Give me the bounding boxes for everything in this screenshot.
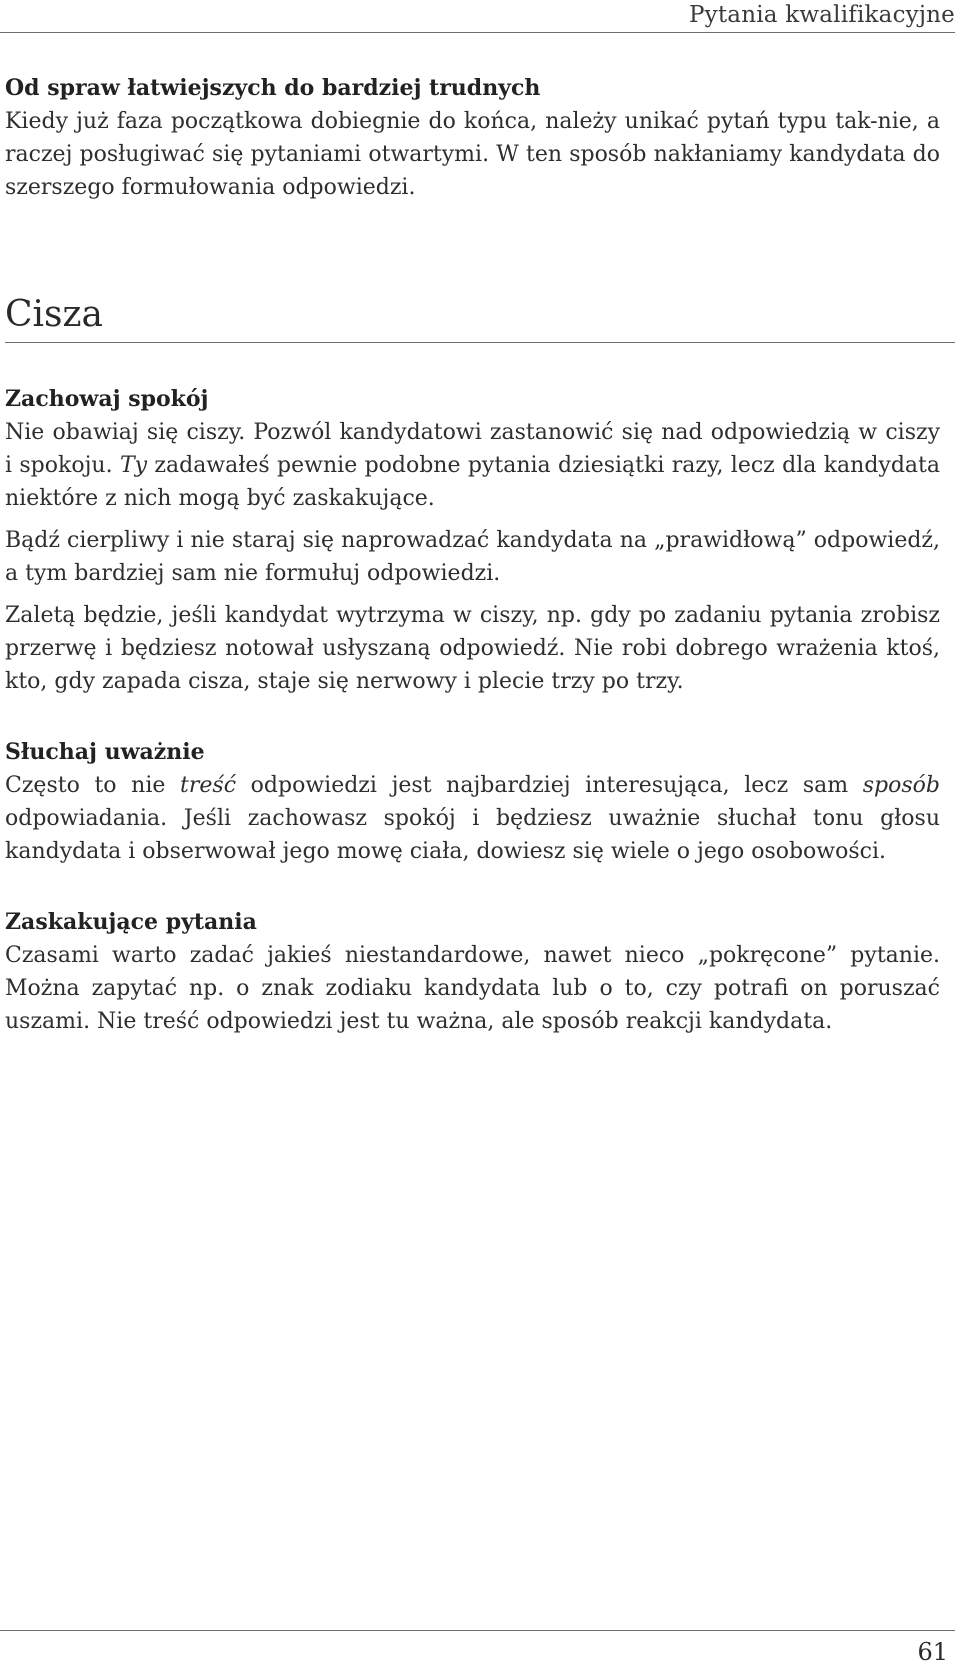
- text-run: zadawałeś pewnie podobne pytania dziesiątki razy, lecz dla kandydata niektóre z nich mogą być zaskakujące.: [5, 453, 941, 511]
- paragraph-calm-2: Bądź cierpliwy i nie staraj się naprowadzać kandydata na „prawidłową” odpowiedź, a tym bardziej sam nie formułuj odpowiedzi.: [5, 528, 940, 586]
- text-run: odpowiedzi jest najbardziej interesująca, lecz sam: [236, 773, 863, 798]
- text-run: Nie obawiaj się ciszy. Pozwól kandydatowi zastanowić się nad odpowiedzią w ciszy i spokoju.: [5, 420, 940, 478]
- running-header: Pytania kwalifikacyjne: [688, 2, 955, 28]
- paragraph-calm-3: Zaletą będzie, jeśli kandydat wytrzyma w ciszy, np. gdy po zadaniu pytania zrobisz przerwę i będziesz notował usłyszaną odpowiedź. Nie robi dobrego wrażenia ktoś, kto, gdy zapada cisza, staje się nerwowy i plecie trzy po trzy.: [5, 603, 940, 694]
- intro-block: [5, 72, 940, 204]
- subheading-surprising-questions: Zaskakujące pytania: [5, 909, 257, 935]
- paragraph-calm-1: [5, 416, 940, 515]
- spacer: [5, 204, 940, 294]
- spacer: [5, 343, 940, 383]
- header-rule: [0, 32, 955, 33]
- footer-rule: [0, 1630, 955, 1631]
- subheading-listen: Słuchaj uważnie: [5, 739, 205, 765]
- emphasis-ty: Ty: [119, 453, 148, 478]
- emphasis-sposob: sposób: [862, 773, 941, 798]
- subheading-stay-calm: Zachowaj spokój: [5, 386, 209, 412]
- spacer: [5, 868, 940, 906]
- text-run: odpowiadania. Jeśli zachowasz spokój i będziesz uważnie słuchał tonu głosu kandydata i obserwował jego mowę ciała, dowiesz się wiele o jego osobowości.: [5, 806, 940, 864]
- paragraph-listen: [5, 769, 940, 868]
- text-run: Często to nie: [5, 773, 181, 798]
- paragraph-surprising: Czasami warto zadać jakieś niestandardowe, nawet nieco „pokręcone” pytanie. Można zapytać np. o znak zodiaku kandydata lub o to, czy potrafi on poruszać uszami. Nie treść odpowiedzi jest tu ważna, ale sposób reakcji kandydata.: [5, 943, 940, 1034]
- page-body: [5, 72, 940, 1038]
- paragraph-intro: Kiedy już faza początkowa dobiegnie do końca, należy unikać pytań typu tak-nie, a raczej posługiwać się pytaniami otwartymi. W ten sposób nakłaniamy kandydata do szerszego formułowania odpowiedzi.: [5, 109, 940, 200]
- section-silence: [5, 294, 940, 1038]
- emphasis-tresc: treść: [180, 773, 237, 798]
- page-number: 61: [917, 1638, 948, 1666]
- spacer: [5, 698, 940, 736]
- section-title: Cisza: [5, 294, 103, 335]
- subheading-easy-to-hard: Od spraw łatwiejszych do bardziej trudnych: [5, 75, 541, 101]
